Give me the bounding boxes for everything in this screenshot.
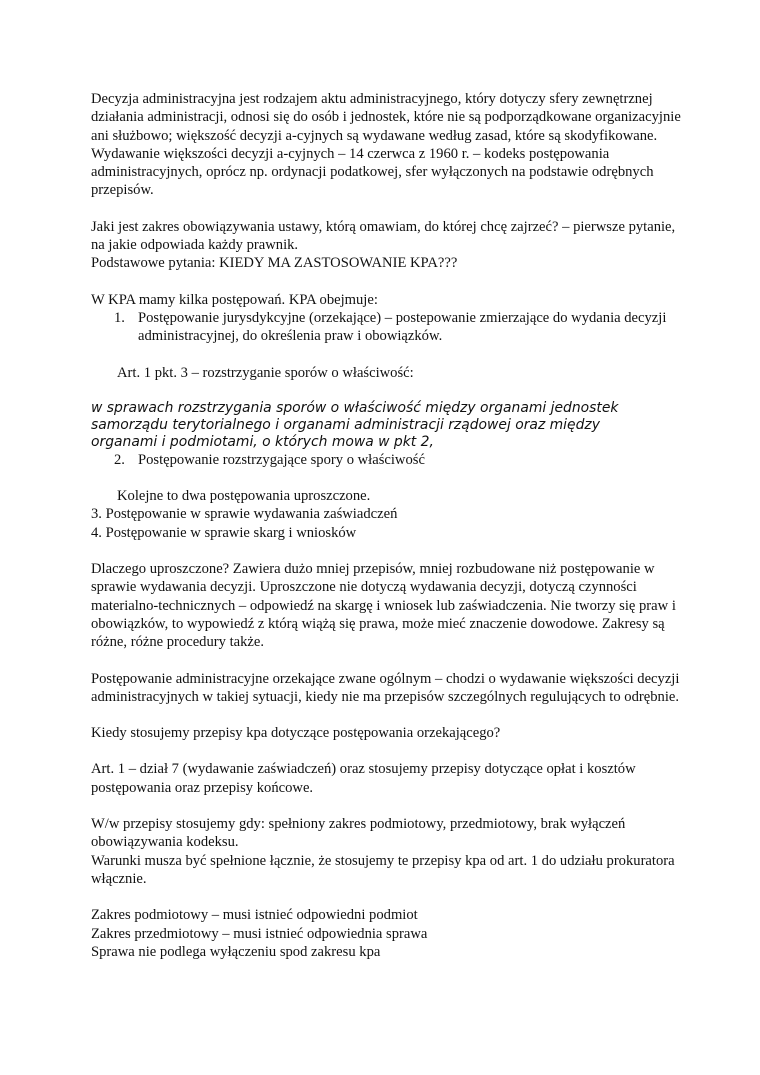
paragraph-simplified-intro: Kolejne to dwa postępowania uproszczone. [117,488,371,505]
document-page [91,90,681,961]
list-item [114,309,681,346]
paragraph-zakres-podmiotowy: Zakres podmiotowy – musi istnieć odpowiedni podmiot [91,907,418,924]
list-item [114,451,681,469]
paragraph-ww-przepisy: W/w przepisy stosujemy gdy: spełniony zakres podmiotowy, przedmiotowy, brak wyłączeń obowiązywania kodeksu. [91,816,626,851]
paragraph-zakres-przedmiotowy: Zakres przedmiotowy – musi istnieć odpowiednia sprawa [91,925,428,942]
paragraph-why-simplified: Dlaczego uproszczone? Zawiera dużo mniej przepisów, mniej rozbudowane niż postępowanie w sprawie wydawania decyzji. Uproszczone nie dotyczą wydawania decyzji, dotyczą czynności materialno-technicznych – odpowiedź na skargę i wniosek lub zaświadczenia. Nie tworzy się praw i obowiązków, to wypowiedź z którą wiążą się prawa, może mieć znaczenie dowodowe. Zakresy są różne, różne procedury także. [91,561,676,651]
list-item-text: Postępowanie rozstrzygające spory o właściwość [138,451,425,468]
italic-quote: w sprawach rozstrzygania sporów o właściwość między organami jednostek samorządu terytorialnego i organami administracji rządowej oraz między organami i podmiotami, o których mowa w pkt 2, [91,399,619,450]
paragraph-zakres-question: Jaki jest zakres obowiązywania ustawy, którą omawiam, do której chcę zajrzeć? – pierwsze pytanie, na jakie odpowiada każdy prawnik. [91,218,676,254]
paragraph-art1-dzial7: Art. 1 – dział 7 (wydawanie zaświadczeń) oraz stosujemy przepisy dotyczące opłat i kosztów postępowania oraz przepisy końcowe. [91,761,636,796]
list-item-text: Postępowanie jurysdykcyjne (orzekające) – postepowanie zmierzające do wydania decyzji administracyjnej, do określenia praw i obowiązków. [138,309,667,345]
paragraph-art1-pkt3: Art. 1 pkt. 3 – rozstrzyganie sporów o właściwość: [117,364,414,381]
paragraph-general-procedure: Postępowanie administracyjne orzekające zwane ogólnym – chodzi o wydawanie większości decyzji administracyjnych w takiej sytuacji, kiedy nie ma przepisów szczególnych regulujących to odrębnie. [91,670,680,705]
paragraph-warunki: Warunki musza być spełnione łącznie, że stosujemy te przepisy kpa od art. 1 do udziału prokuratora włącznie. [91,852,675,887]
list-item-number: 1. [114,309,125,326]
paragraph-decyzja-definition: Decyzja administracyjna jest rodzajem aktu administracyjnego, który dotyczy sfery zewnętrznej działania administracji, odnosi się do osób i jednostek, które nie są podporządkowane organizacyjnie ani służbowo; większość decyzji a-cyjnych są wydawane według zasad, które są skodyfikowane. Wydawanie większości decyzji a-cyjnych – 14 czerwca z 1960 r. – kodeks postępowania administracyjnych, oprócz np. ordynacji podatkowej, sfer wyłączonych na podstawie odrębnych przepisów. [91,91,681,199]
paragraph-item-4: 4. Postępowanie w sprawie skarg i wniosków [91,524,357,541]
list-item-number: 2. [114,451,125,468]
paragraph-when-apply: Kiedy stosujemy przepisy kpa dotyczące postępowania orzekającego? [91,725,501,742]
paragraph-wylaczenie: Sprawa nie podlega wyłączeniu spod zakresu kpa [91,943,381,960]
paragraph-item-3: 3. Postępowanie w sprawie wydawania zaświadczeń [91,506,398,523]
paragraph-basic-questions: Podstawowe pytania: KIEDY MA ZASTOSOWANIE KPA??? [91,255,458,272]
paragraph-kpa-scope: W KPA mamy kilka postępowań. KPA obejmuje: [91,291,378,308]
